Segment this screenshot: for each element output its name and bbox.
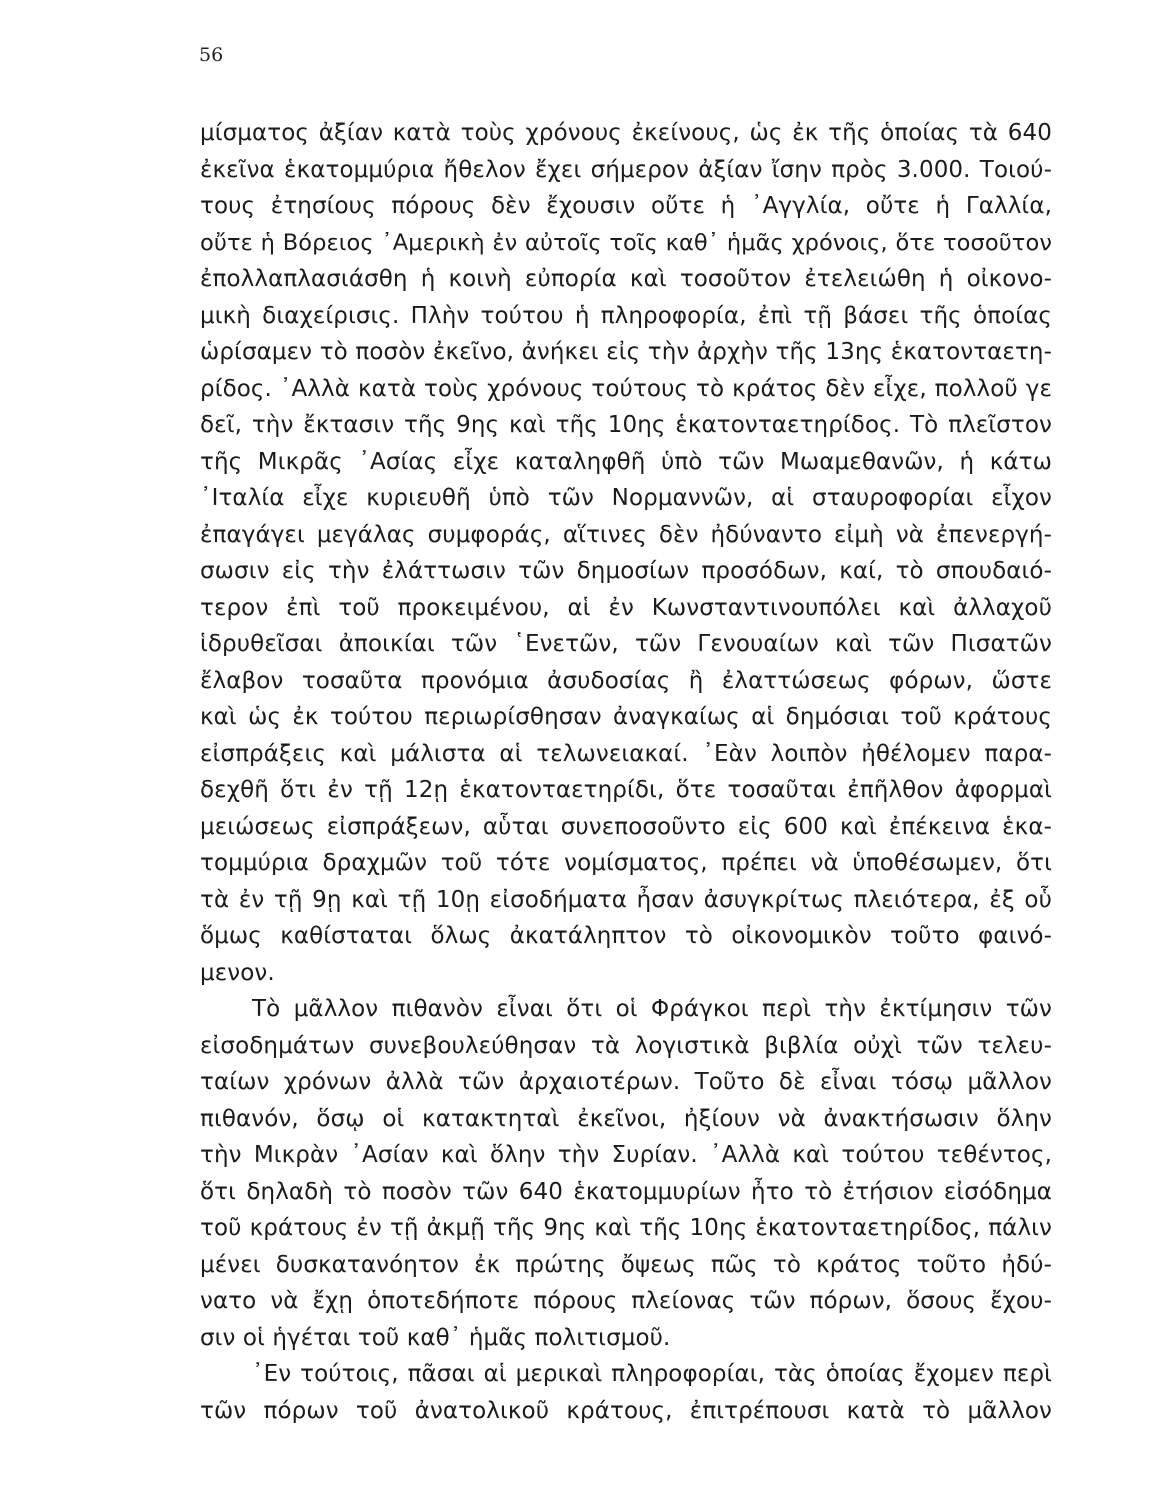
text-line: τομμύρια δραχμῶν τοῦ τότε νομίσματος, πρέπει νὰ ὑποθέσωμεν, ὅτι <box>200 850 1052 876</box>
text-line: τερον ἐπὶ τοῦ προκειμένου, αἱ ἐν Κωνσταντινουπόλει καὶ ἀλλαχοῦ <box>200 594 1052 621</box>
text-line: εἰσπράξεις καὶ μάλιστα αἱ τελωνειακαί. ᾿Εὰν λοιπὸν ἠθέλομεν παρα- <box>200 740 1052 767</box>
text-line: μικὴ διαχείρισις. Πλὴν τούτου ἡ πληροφορία, ἐπὶ τῇ βάσει τῆς ὁποίας <box>200 302 1052 329</box>
text-line: μένει δυσκατανόητον ἐκ πρώτης ὄψεως πῶς τὸ κράτος τοῦτο ἠδύ- <box>200 1251 1052 1278</box>
text-line: τῶν πόρων τοῦ ἀνατολικοῦ κράτους, ἐπιτρέπουσι κατὰ τὸ μᾶλλον <box>200 1397 1052 1424</box>
text-line: τὰ ἐν τῇ 9ῃ καὶ τῇ 10ῃ εἰσοδήματα ἦσαν ἀσυγκρίτως πλειότερα, ἐξ οὗ <box>200 886 1052 913</box>
page-number: 56 <box>199 44 224 66</box>
text-line: μενον. <box>200 959 275 986</box>
text-line: τὴν Μικρὰν ᾿Ασίαν καὶ ὅλην τὴν Συρίαν. ᾿Αλλὰ καὶ τούτου τεθέντος, <box>200 1142 1052 1168</box>
text-line: ρίδος. ᾿Αλλὰ κατὰ τοὺς χρόνους τούτους τὸ κράτος δὲν εἶχε, πολλοῦ γε <box>200 375 1052 402</box>
text-line: δεχθῆ ὅτι ἐν τῇ 12ῃ ἑκατονταετηρίδι, ὅτε τοσαῦται ἐπῆλθον ἀφορμαὶ <box>200 777 1052 803</box>
text-line: μίσματος ἀξίαν κατὰ τοὺς χρόνους ἐκείνους, ὡς ἐκ τῆς ὁποίας τὰ 640 <box>200 120 1052 146</box>
text-line: ὅμως καθίσταται ὅλως ἀκατάληπτον τὸ οἰκονομικὸν τοῦτο φαινό- <box>200 923 1052 949</box>
text-line: ᾿Ιταλία εἶχε κυριευθῆ ὑπὸ τῶν Νορμαννῶν, αἱ σταυροφορίαι εἶχον <box>200 485 1052 511</box>
text-line: εἰσοδημάτων συνεβουλεύθησαν τὰ λογιστικὰ βιβλία οὐχὶ τῶν τελευ- <box>200 1032 1052 1059</box>
text-line: νατο νὰ ἔχῃ ὁποτεδήποτε πόρους πλείονας τῶν πόρων, ὅσους ἔχου- <box>200 1288 1052 1314</box>
text-line: καὶ ὡς ἐκ τούτου περιωρίσθησαν ἀναγκαίως αἱ δημόσιαι τοῦ κράτους <box>200 704 1052 730</box>
body-text <box>200 115 1052 1429</box>
text-line: ἐπολλαπλασιάσθη ἡ κοινὴ εὐπορία καὶ τοσοῦτον ἐτελειώθη ἡ οἰκονο- <box>200 266 1052 292</box>
text-line: ἔλαβον τοσαῦτα προνόμια ἀσυδοσίας ἢ ἐλαττώσεως φόρων, ὥστε <box>200 667 1052 694</box>
text-line: ᾿Εν τούτοις, πᾶσαι αἱ μερικαὶ πληροφορίαι, τὰς ὁποίας ἔχομεν περὶ <box>252 1361 1052 1387</box>
text-line: μειώσεως εἰσπράξεων, αὗται συνεποσοῦντο εἰς 600 καὶ ἐπέκεινα ἑκα- <box>200 813 1052 840</box>
text-line: δεῖ, τὴν ἔκτασιν τῆς 9ης καὶ τῆς 10ης ἑκατονταετηρίδος. Τὸ πλεῖστον <box>200 412 1052 438</box>
text-line: ὡρίσαμεν τὸ ποσὸν ἐκεῖνο, ἀνήκει εἰς τὴν ἀρχὴν τῆς 13ης ἑκατονταετη- <box>200 339 1052 365</box>
text-line: Τὸ μᾶλλον πιθανὸν εἶναι ὅτι οἱ Φράγκοι περὶ τὴν ἐκτίμησιν τῶν <box>252 996 1052 1022</box>
text-line: τοῦ κράτους ἐν τῇ ἀκμῇ τῆς 9ης καὶ τῆς 10ης ἑκατονταετηρίδος, πάλιν <box>200 1215 1052 1241</box>
text-line: τῆς Μικρᾶς ᾿Ασίας εἶχε καταληφθῆ ὑπὸ τῶν Μωαμεθανῶν, ἡ κάτω <box>200 448 1052 475</box>
text-line: σωσιν εἰς τὴν ἐλάττωσιν τῶν δημοσίων προσόδων, καί, τὸ σπουδαιό- <box>200 558 1052 584</box>
text-line: ὅτι δηλαδὴ τὸ ποσὸν τῶν 640 ἑκατομμυρίων ἦτο τὸ ἐτήσιον εἰσόδημα <box>200 1178 1052 1205</box>
text-line: ἐκεῖνα ἑκατομμύρια ἤθελον ἔχει σήμερον ἀξίαν ἴσην πρὸς 3.000. Τοιού- <box>200 156 1052 183</box>
text-line: ἐπαγάγει μεγάλας συμφοράς, αἵτινες δὲν ἠδύναντο εἰμὴ νὰ ἐπενεργή- <box>200 521 1052 548</box>
text-line: πιθανόν, ὅσῳ οἱ κατακτηταὶ ἐκεῖνοι, ἠξίουν νὰ ἀνακτήσωσιν ὅλην <box>200 1105 1052 1132</box>
text-line: ἱδρυθεῖσαι ἀποικίαι τῶν ῾Ενετῶν, τῶν Γενουαίων καὶ τῶν Πισατῶν <box>200 631 1052 657</box>
text-line: τους ἐτησίους πόρους δὲν ἔχουσιν οὔτε ἡ ᾿Αγγλία, οὔτε ἡ Γαλλία, <box>200 193 1052 219</box>
text-line: ταίων χρόνων ἀλλὰ τῶν ἀρχαιοτέρων. Τοῦτο δὲ εἶναι τόσῳ μᾶλλον <box>200 1069 1052 1095</box>
text-line: οὔτε ἡ Βόρειος ᾿Αμερικὴ ἐν αὐτοῖς τοῖς καθ᾿ ἡμᾶς χρόνοις, ὅτε τοσοῦτον <box>200 229 1052 256</box>
text-line: σιν οἱ ἡγέται τοῦ καθ᾿ ἡμᾶς πολιτισμοῦ. <box>200 1324 671 1351</box>
